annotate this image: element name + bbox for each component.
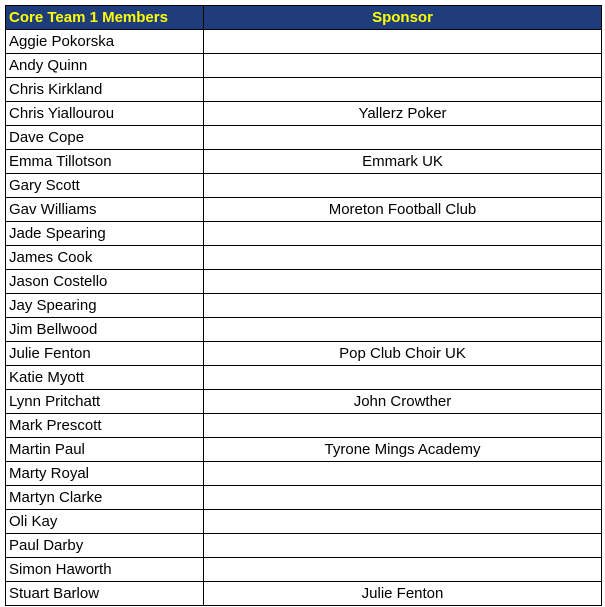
table-row <box>6 414 602 438</box>
sponsor-cell <box>204 78 602 102</box>
sponsor-cell <box>204 222 602 246</box>
sponsor-cell <box>204 246 602 270</box>
member-cell: Simon Haworth <box>6 558 204 582</box>
table-row <box>6 126 602 150</box>
sponsor-cell: Julie Fenton <box>204 582 602 606</box>
member-cell: Martyn Clarke <box>6 486 204 510</box>
sponsor-cell <box>204 174 602 198</box>
sponsor-cell <box>204 510 602 534</box>
member-cell: James Cook <box>6 246 204 270</box>
sponsor-cell <box>204 558 602 582</box>
sponsor-cell <box>204 366 602 390</box>
table-row <box>6 102 602 126</box>
member-cell: Gav Williams <box>6 198 204 222</box>
member-cell: Lynn Pritchatt <box>6 390 204 414</box>
table-row <box>6 510 602 534</box>
table-row <box>6 438 602 462</box>
member-cell: Jim Bellwood <box>6 318 204 342</box>
member-cell: Paul Darby <box>6 534 204 558</box>
table-row <box>6 294 602 318</box>
sponsor-cell: Yallerz Poker <box>204 102 602 126</box>
sponsor-cell: Moreton Football Club <box>204 198 602 222</box>
table-row <box>6 174 602 198</box>
member-cell: Gary Scott <box>6 174 204 198</box>
table-row <box>6 486 602 510</box>
member-cell: Aggie Pokorska <box>6 30 204 54</box>
sponsor-cell: Emmark UK <box>204 150 602 174</box>
sponsor-cell <box>204 534 602 558</box>
table-row <box>6 390 602 414</box>
sponsor-cell <box>204 126 602 150</box>
member-cell: Dave Cope <box>6 126 204 150</box>
member-cell: Jason Costello <box>6 270 204 294</box>
sponsor-cell <box>204 54 602 78</box>
sponsor-cell <box>204 414 602 438</box>
sponsor-cell <box>204 318 602 342</box>
header-members: Core Team 1 Members <box>6 6 204 30</box>
header-row <box>6 6 602 30</box>
sponsor-cell: Pop Club Choir UK <box>204 342 602 366</box>
member-cell: Jade Spearing <box>6 222 204 246</box>
member-cell: Jay Spearing <box>6 294 204 318</box>
member-cell: Marty Royal <box>6 462 204 486</box>
table-row <box>6 462 602 486</box>
member-cell: Oli Kay <box>6 510 204 534</box>
table-row <box>6 366 602 390</box>
member-cell: Julie Fenton <box>6 342 204 366</box>
sponsor-cell: Tyrone Mings Academy <box>204 438 602 462</box>
table-row <box>6 30 602 54</box>
header-sponsor: Sponsor <box>204 6 602 30</box>
sponsors-table <box>5 5 602 606</box>
table-row <box>6 342 602 366</box>
table-row <box>6 246 602 270</box>
table-row <box>6 198 602 222</box>
table-row <box>6 270 602 294</box>
table-row <box>6 582 602 606</box>
table-row <box>6 150 602 174</box>
table-row <box>6 78 602 102</box>
sponsor-cell: John Crowther <box>204 390 602 414</box>
member-cell: Katie Myott <box>6 366 204 390</box>
member-cell: Andy Quinn <box>6 54 204 78</box>
table-row <box>6 558 602 582</box>
member-cell: Chris Kirkland <box>6 78 204 102</box>
member-cell: Mark Prescott <box>6 414 204 438</box>
table-row <box>6 534 602 558</box>
table-row <box>6 222 602 246</box>
sponsor-cell <box>204 294 602 318</box>
sponsor-cell <box>204 270 602 294</box>
sponsor-cell <box>204 462 602 486</box>
sponsor-cell <box>204 486 602 510</box>
table-row <box>6 54 602 78</box>
sponsor-cell <box>204 30 602 54</box>
member-cell: Emma Tillotson <box>6 150 204 174</box>
member-cell: Stuart Barlow <box>6 582 204 606</box>
table-row <box>6 318 602 342</box>
member-cell: Martin Paul <box>6 438 204 462</box>
member-cell: Chris Yiallourou <box>6 102 204 126</box>
